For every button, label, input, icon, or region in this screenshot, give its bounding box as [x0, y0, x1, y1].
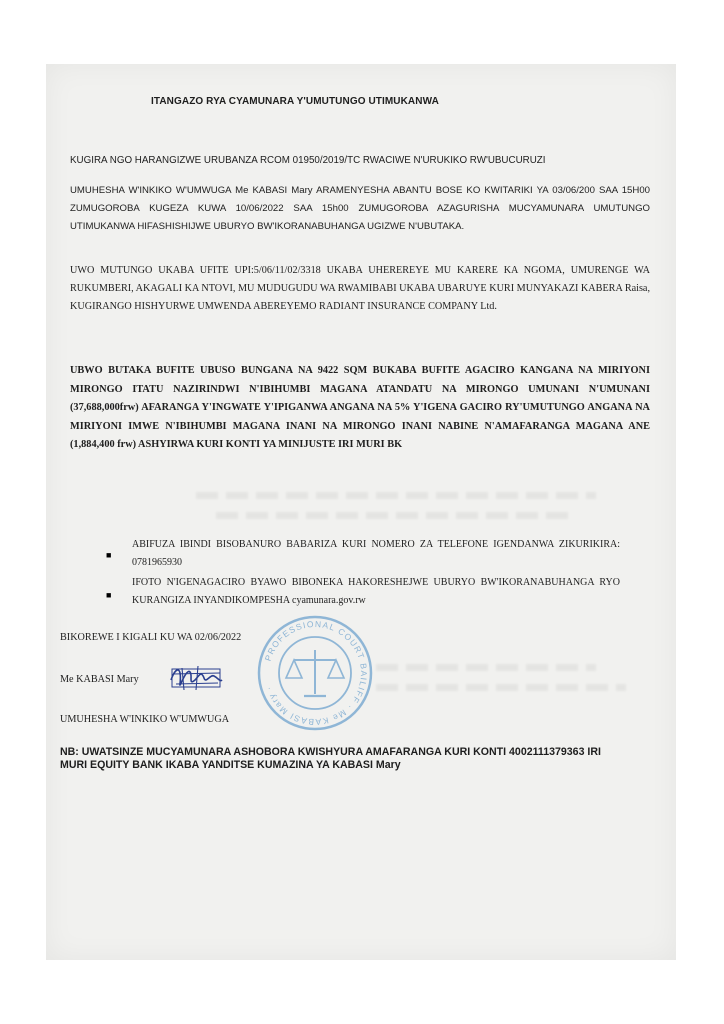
bullet-icon: ■: [106, 550, 112, 560]
bullet-icon: ■: [106, 590, 112, 600]
case-reference: KUGIRA NGO HARANGIZWE URUBANZA RCOM 01950/2019/TC RWACIWE N'URUKIKO RW'UBUCURUZI: [70, 155, 546, 166]
announcement-paragraph: UMUHESHA W'INKIKO W'UMWUGA Me KABASI Mary ARAMENYESHA ABANTU BOSE KO KWITARIKI YA 03/06/200 SAA 15H00 ZUMUGOROBA KUGEZA KUWA 10/06/2022 SAA 15h00 ZUMUGOROBA AZAGURISHA MUCYAMUNARA UMUTUNGO UTIMUKANWA HIFASHISHIJWE UBURYO BW'IKORANABUHANGA UGIZWE N'UBUTAKA.: [70, 185, 650, 232]
official-stamp-image: [254, 612, 376, 734]
signer-role: UMUHESHA W'INKIKO W'UMWUGA: [60, 714, 230, 725]
bleed-through-line: [216, 512, 576, 519]
nb-payment-note: NB: UWATSINZE MUCYAMUNARA ASHOBORA KWISHYURA AMAFARANGA KURI KONTI 4002111379363 IRI MURI EQUITY BANK IKABA YANDITSE KUMAZINA YA KABASI Mary: [60, 746, 601, 771]
contact-bullet: ABIFUZA IBINDI BISOBANURO BABARIZA KURI NOMERO ZA TELEFONE IGENDANWA ZIKURIKIRA: 0781965930: [132, 539, 620, 568]
bleed-through-line: [376, 664, 596, 671]
document-page: [46, 64, 676, 960]
signer-name: Me KABASI Mary: [60, 674, 139, 685]
website-bullet: IFOTO N'IGENAGACIRO BYAWO BIBONEKA HAKORESHEJWE UBURYO BW'IKORANABUHANGA RYO KURANGIZA INYANDIKOMPESHA cyamunara.gov.rw: [132, 577, 620, 606]
value-paragraph: UBWO BUTAKA BUFITE UBUSO BUNGANA NA 9422 SQM BUKABA BUFITE AGACIRO KANGANA NA MIRIYONI MIRONGO ITATU NAZIRINDWI N'IBIHUMBI MAGANA ATANDATU NA MIRONGO UMUNANI N'UMUNANI (37,688,000frw) AFARANGA Y'INGWATE Y'IPIGANWA ANGANA NA 5% Y'IGENA GACIRO RY'UMUTUNGO ANGANA NA MIRIYONI IMWE N'IBIHUMBI MAGANA INANI NA MIRONGO INANI NABINE N'AMAFARANGA MAGANA ANE (1,884,400 frw) ASHYIRWA KURI KONTI YA MINIJUSTE IRI MURI BK: [70, 365, 650, 450]
place-date: BIKOREWE I KIGALI KU WA 02/06/2022: [60, 632, 242, 643]
signature-image: [168, 660, 224, 694]
bleed-through-line: [196, 492, 596, 499]
property-paragraph: UWO MUTUNGO UKABA UFITE UPI:5/06/11/02/3318 UKABA UHEREREYE MU KARERE KA NGOMA, UMURENGE WA RUKUMBERI, AKAGALI KA NTOVI, MU MUDUGUDU WA RWAMIBABI UKABA UBARUYE KURI MUNYAKAZI KABERA Raisa, KUGIRANGO HISHYURWE UMWENDA ABEREYEMO RADIANT INSURANCE COMPANY Ltd.: [70, 265, 650, 312]
bleed-through-line: [376, 684, 626, 691]
document-title: ITANGAZO RYA CYAMUNARA Y'UMUTUNGO UTIMUKANWA: [151, 96, 439, 107]
svg-text:PROFESSIONAL COURT BAILIFF · M: PROFESSIONAL COURT BAILIFF · Me KABASI Mary ·: [262, 618, 370, 728]
